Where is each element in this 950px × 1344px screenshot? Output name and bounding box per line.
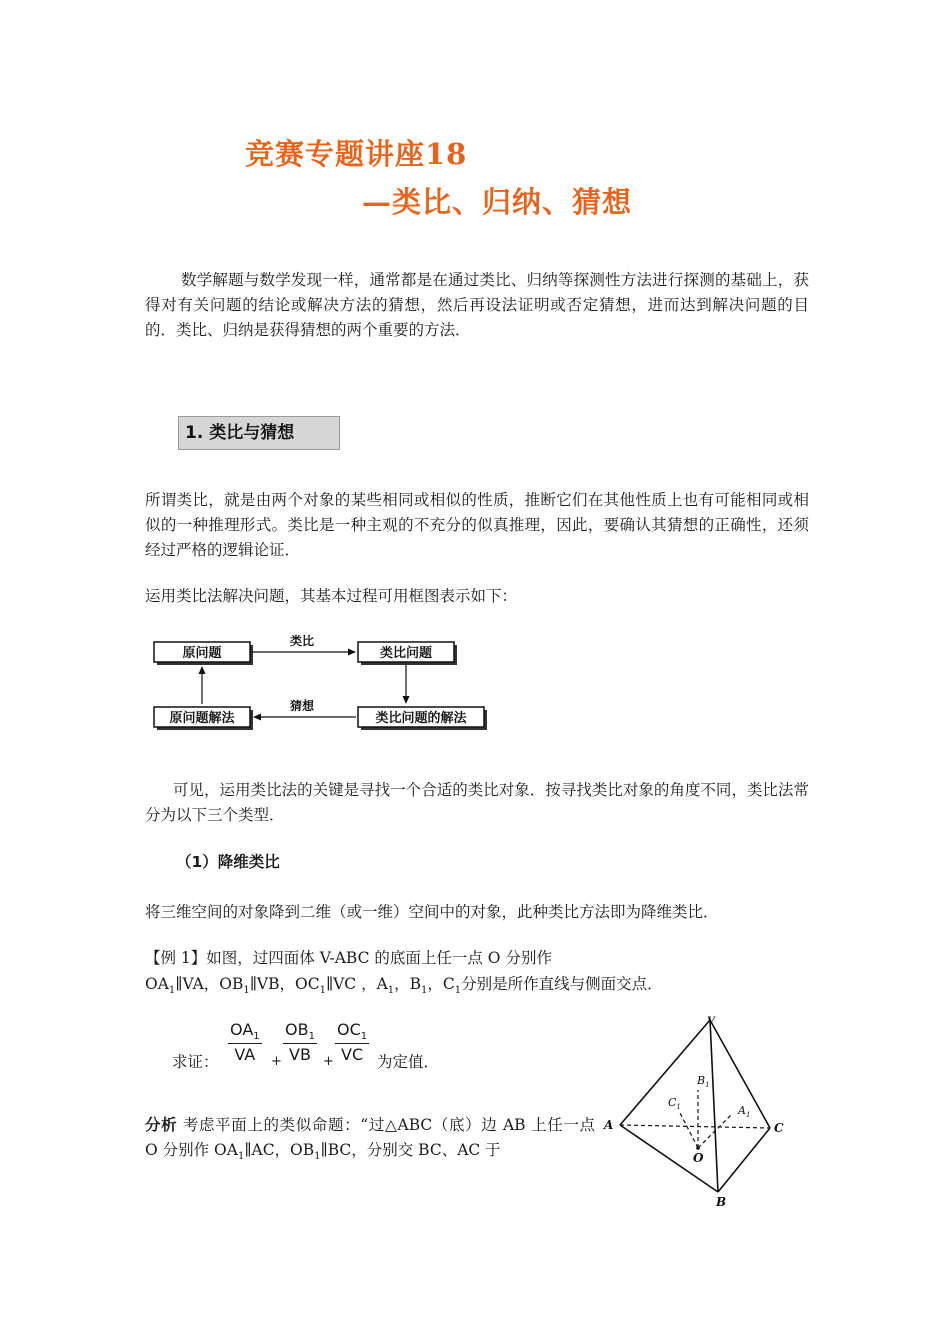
- key-point-paragraph: 可见，运用类比法的关键是寻找一个合适的类比对象．按寻找类比对象的角度不同，类比法常分为以下三个类型．: [145, 781, 809, 824]
- arrowhead-right: [348, 649, 356, 656]
- frac-den: VC: [341, 1045, 364, 1065]
- fraction-oa1-va: [228, 1020, 262, 1064]
- box-analog-solution-label: 类比问题的解法: [375, 711, 467, 726]
- label-text: B: [697, 1074, 706, 1087]
- analysis-label: 分析: [145, 1116, 178, 1134]
- proof-label: 求证：: [172, 1053, 219, 1071]
- label-text: C: [668, 1096, 677, 1109]
- title-line-2: —类比、归纳、猜想: [362, 185, 633, 219]
- label-sub: 1: [705, 1081, 710, 1089]
- point-o: [696, 1146, 700, 1150]
- flowchart-intro: 运用类比法解决问题，其基本过程可用框图表示如下：: [145, 587, 518, 605]
- subsection-heading: （1）降维类比: [176, 853, 280, 871]
- ex-text: ∥VA，OB: [175, 975, 244, 993]
- label-c1: [668, 1096, 681, 1111]
- analysis-text: ∥AC，OB: [244, 1141, 315, 1159]
- subscript: 1: [387, 985, 395, 997]
- definition-paragraph: 所谓类比，就是由两个对象的某些相同或相似的性质，推断它们在其他性质上也有可能相同或相似的一种推理形式。类比是一种主观的不充分的似真推理，因此，要确认其猜想的正确性，还须经过严格的逻辑论证．: [145, 491, 809, 559]
- proof-tail: 为定值．: [377, 1053, 440, 1071]
- analysis-paragraph: [145, 1113, 595, 1169]
- subscript: 1: [421, 985, 428, 997]
- plus-sign: +: [323, 1054, 334, 1069]
- ex-text: ，B: [394, 975, 422, 993]
- subscript: 1: [454, 985, 462, 997]
- segment-oc1: [680, 1113, 698, 1148]
- tetrahedron-figure: [598, 1010, 798, 1210]
- subscript: 1: [308, 1031, 315, 1043]
- label-v: V: [707, 1016, 715, 1027]
- subscript: 1: [237, 1151, 245, 1163]
- subscript: 1: [319, 985, 326, 997]
- analogy-flowchart: [150, 628, 490, 734]
- fraction-oc1-vc: [335, 1020, 369, 1064]
- frac-num: OB: [285, 1020, 309, 1039]
- subscript: 1: [168, 985, 176, 997]
- edge-ac-hidden: [620, 1125, 770, 1128]
- edge-vb: [710, 1020, 718, 1192]
- box-original-problem-label: 原问题: [182, 646, 222, 661]
- label-text: A: [738, 1104, 746, 1117]
- subscript: 1: [243, 985, 250, 997]
- ex-text: ，C: [427, 975, 455, 993]
- arrow-bottom-label: 猜想: [289, 699, 315, 713]
- dim-reduction-paragraph: 将三维空间的对象降到二维（或一维）空间中的对象，此种类比方法即为降维类比．: [145, 903, 719, 921]
- section-heading: 1. 类比与猜想: [185, 423, 295, 443]
- arrowhead-down: [403, 696, 410, 704]
- arrow-top-label: 类比: [289, 634, 315, 648]
- subscript: 1: [253, 1031, 260, 1043]
- subscript: 1: [360, 1031, 368, 1043]
- section-heading-box: [178, 416, 340, 450]
- analysis-text: 考虑平面上的类似命题：“过△ABC（底）边 AB 上任一点 O 分别作 OA: [145, 1116, 595, 1159]
- plus-sign: +: [271, 1054, 282, 1069]
- fraction-ob1-vb: [283, 1020, 317, 1064]
- subscript: 1: [314, 1151, 321, 1163]
- arrowhead-up: [199, 666, 206, 674]
- label-a1: [737, 1104, 750, 1119]
- label-sub: 1: [676, 1103, 681, 1111]
- example-1-line-2: [145, 972, 809, 1003]
- analysis-text: ∥BC，分别交 BC、AC 于: [320, 1141, 501, 1159]
- label-a: A: [604, 1118, 614, 1132]
- label-sub: 1: [745, 1111, 751, 1119]
- label-b1: [696, 1074, 710, 1089]
- intro-paragraph: 数学解题与数学发现一样，通常都是在通过类比、归纳等探测性方法进行探测的基础上，获得对有关问题的结论或解决方法的猜想，然后再设法证明或否定猜想，进而达到解决问题的目的．类比、归纳是获得猜想的两个重要的方法．: [145, 271, 809, 339]
- box-original-solution-label: 原问题解法: [169, 711, 235, 726]
- title-line-1: 竞赛专题讲座18: [245, 137, 468, 171]
- frac-den: VA: [234, 1045, 256, 1065]
- ex-text: 分别是所作直线与侧面交点．: [461, 975, 663, 993]
- box-analog-problem-label: 类比问题: [379, 646, 433, 661]
- ex-text: OA: [145, 975, 169, 993]
- arrowhead-left: [253, 714, 261, 721]
- frac-den: VB: [289, 1045, 311, 1065]
- edge-va: [620, 1020, 710, 1125]
- ex-text: ∥VC ，A: [325, 975, 388, 993]
- label-o: O: [693, 1151, 704, 1165]
- ex-text: ∥VB，OC: [249, 975, 320, 993]
- label-c: C: [774, 1121, 784, 1135]
- example-1-line-1: 【例 1】如图，过四面体 V-ABC 的底面上任一点 O 分别作: [145, 949, 552, 967]
- frac-num: OC: [337, 1020, 361, 1039]
- frac-num: OA: [230, 1020, 254, 1039]
- edge-cb: [718, 1128, 770, 1192]
- label-b: B: [716, 1195, 727, 1209]
